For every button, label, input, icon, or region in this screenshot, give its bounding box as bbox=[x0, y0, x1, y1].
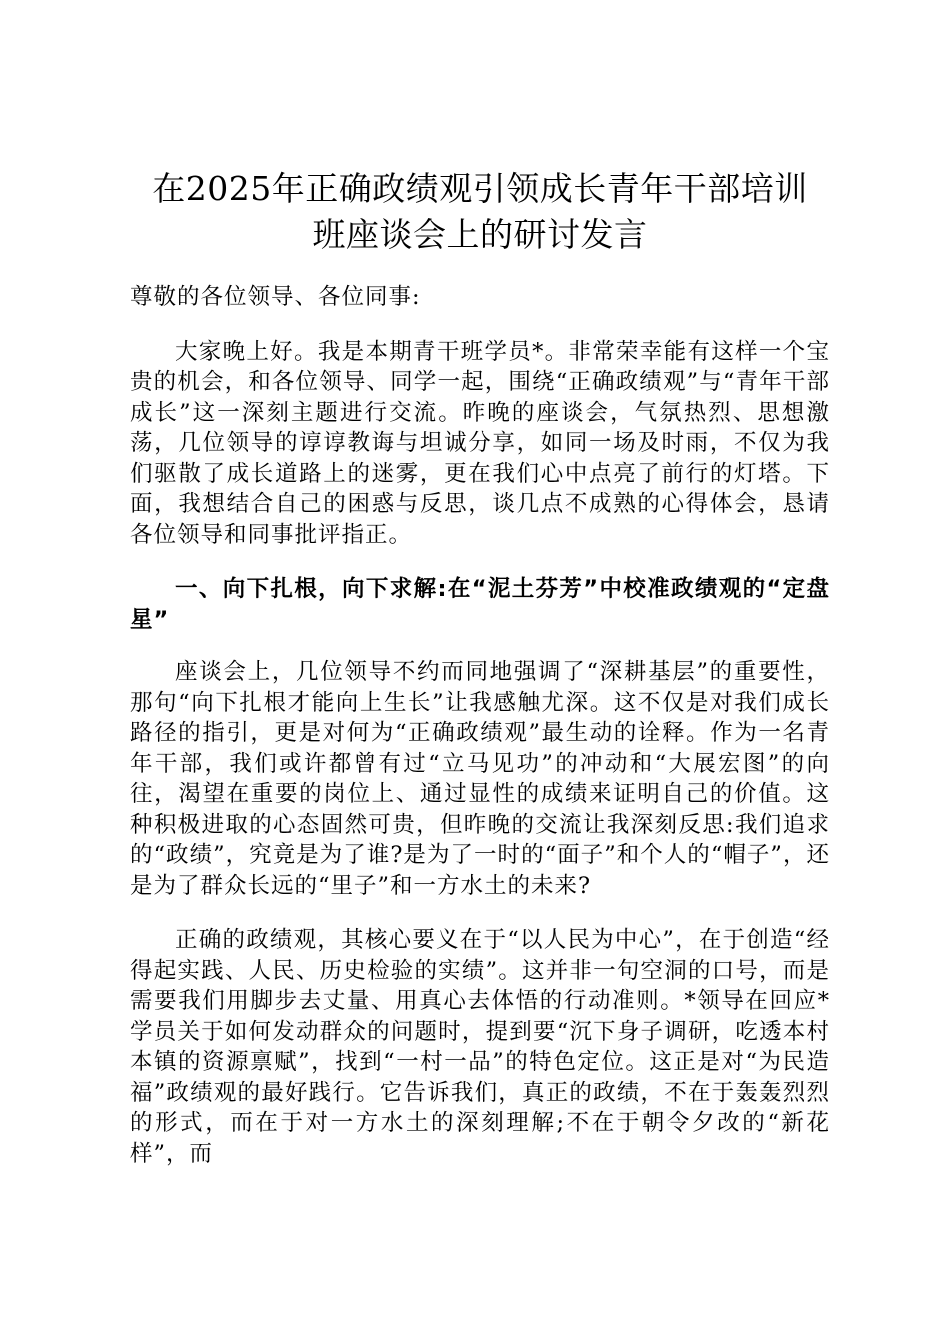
section-1-heading: 一、向下扎根，向下求解:在“泥土芬芳”中校准政绩观的“定盘星” bbox=[130, 576, 830, 633]
intro-paragraph: 大家晚上好。我是本期青干班学员*。非常荣幸能有这样一个宝贵的机会，和各位领导、同学一起，围绕“正确政绩观”与“青年干部成长”这一深刻主题进行交流。昨晚的座谈会，气氛热烈、思想激荡，几位领导的谆谆教诲与坦诚分享，如同一场及时雨，不仅为我们驱散了成长道路上的迷雾，更在我们心中点亮了前行的灯塔。下面，我想结合自己的困惑与反思，谈几点不成熟的心得体会，恳请各位领导和同事批评指正。 bbox=[130, 338, 830, 548]
salutation: 尊敬的各位领导、各位同事: bbox=[130, 284, 421, 310]
title-line-1: 在2025年正确政绩观引领成长青年干部培训 bbox=[152, 169, 808, 208]
title-line-2: 班座谈会上的研讨发言 bbox=[312, 215, 648, 254]
section-1-paragraph-2: 正确的政绩观，其核心要义在于“以人民为中心”，在于创造“经得起实践、人民、历史检验的实绩”。这并非一句空洞的口号，而是需要我们用脚步去丈量、用真心去体悟的行动准则。*领导在回应*学员关于如何发动群众的问题时，提到要“沉下身子调研，吃透本村本镇的资源禀赋”，找到“一村一品”的特色定位。这正是对“为民造福”政绩观的最好践行。它告诉我们，真正的政绩，不在于轰轰烈烈的形式，而在于对一方水土的深刻理解;不在于朝令夕改的“新花样”，而 bbox=[130, 927, 830, 1167]
section-1-paragraph-1: 座谈会上，几位领导不约而同地强调了“深耕基层”的重要性，那句“向下扎根才能向上生长”让我感触尤深。这不仅是对我们成长路径的指引，更是对何为“正确政绩观”最生动的诠释。作为一名青年干部，我们或许都曾有过“立马见功”的冲动和“大展宏图”的向往，渴望在重要的岗位上、通过显性的成绩来证明自己的价值。这种积极进取的心态固然可贵，但昨晚的交流让我深刻反思:我们追求的“政绩”，究竟是为了谁?是为了一时的“面子”和个人的“帽子”，还是为了群众长远的“里子”和一方水土的未来? bbox=[130, 659, 830, 899]
document-title bbox=[130, 166, 830, 258]
